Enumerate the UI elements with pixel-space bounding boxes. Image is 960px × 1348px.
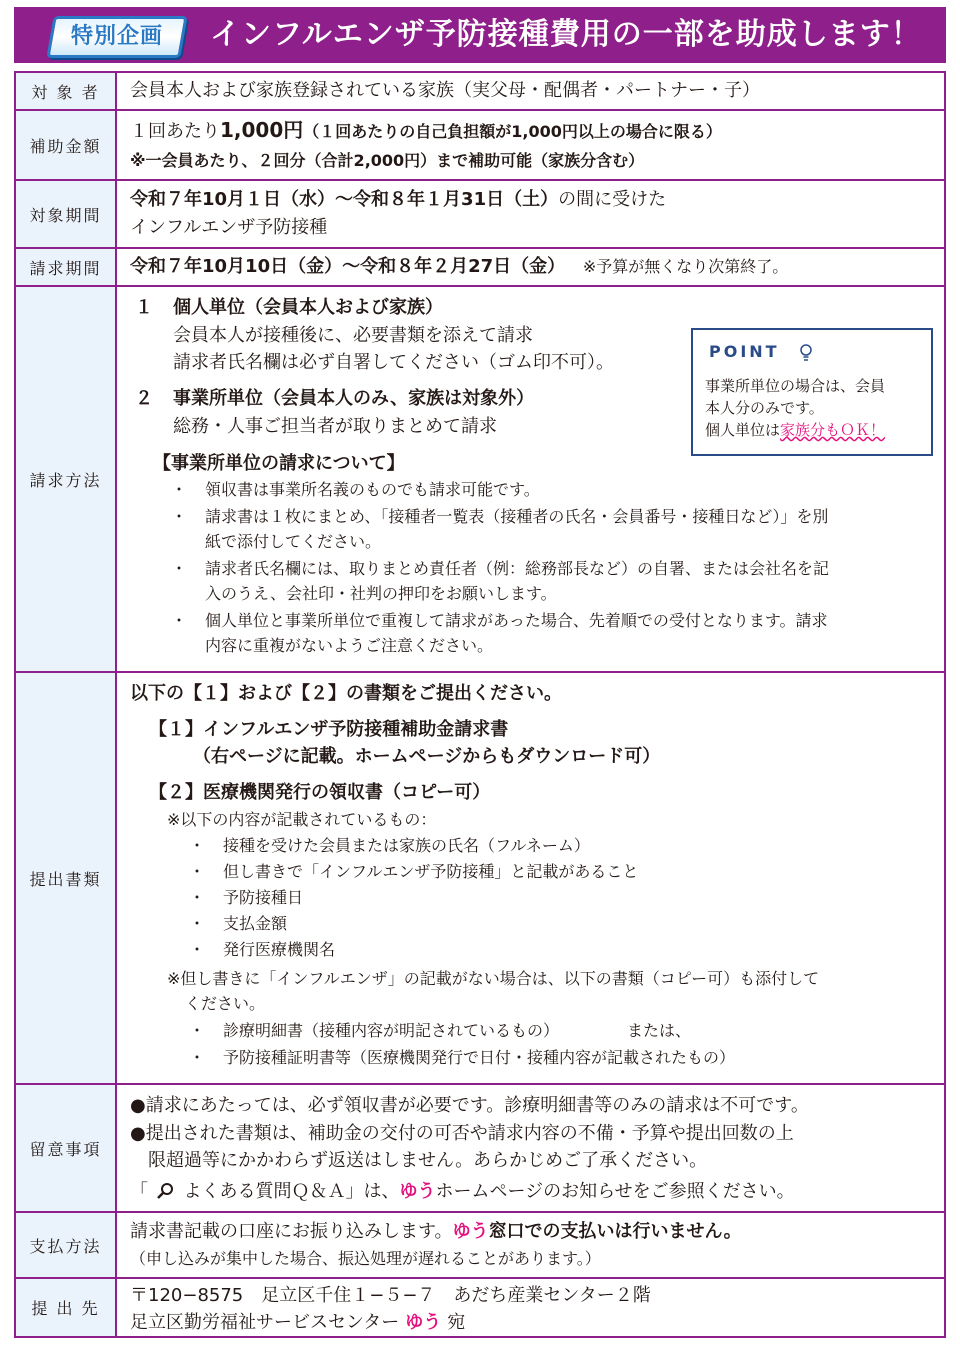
brand-yu: ゆう xyxy=(405,1312,442,1333)
label-payment: 支払方法 xyxy=(16,1213,117,1277)
header-banner xyxy=(14,7,946,63)
documents-intro: 以下の【１】および【２】の書類をご提出ください。 xyxy=(130,683,562,704)
documents-item2: 【２】医療機関発行の領収書（コピー可） xyxy=(149,782,491,803)
method-item1-line1: 会員本人が接種後に、必要書類を添えて請求 xyxy=(173,325,533,346)
method-item1-line2: 請求者氏名欄は必ず自署してください（ゴム印不可）。 xyxy=(173,352,614,373)
bullet: ・ xyxy=(171,507,188,526)
page-title: インフルエンザ予防接種費用の一部を助成します！ xyxy=(210,17,922,52)
documents-item1: 【１】インフルエンザ予防接種補助金請求書 xyxy=(149,719,509,740)
row-documents xyxy=(16,671,944,1083)
documents-alt-2: 予防接種証明書等（医療機関発行で日付・接種内容が記載されたもの） xyxy=(223,1048,736,1067)
label-period: 対象期間 xyxy=(16,181,117,247)
bullet: ・ xyxy=(189,940,206,959)
claim-period-note: ※予算が無くなり次第終了。 xyxy=(582,257,789,276)
notes-item-2-line1: ●提出された書類は、補助金の交付の可否や請求内容の不備・予算や提出回数の上 xyxy=(130,1123,794,1144)
documents-req-4: 支払金額 xyxy=(223,914,288,933)
payment-text: 請求書記載の口座にお振り込みします。 xyxy=(130,1221,453,1242)
label-destination: 提 出 先 xyxy=(16,1279,117,1336)
row-method xyxy=(16,285,944,671)
payment-line2: （申し込みが集中した場合、振込処理が遅れることがあります。） xyxy=(130,1249,601,1268)
documents-req-2: 但し書きで「インフルエンザ予防接種」と記載があること xyxy=(223,862,639,881)
documents-note2-line2: ください。 xyxy=(185,994,266,1013)
destination-suffix: 宛 xyxy=(447,1312,466,1333)
documents-note2-line1: ※但し書きに「インフルエンザ」の記載がない場合は、以下の書類（コピー可）も添付して xyxy=(167,969,820,988)
notes-item-1: ●請求にあたっては、必ず領収書が必要です。診療明細書等のみの請求は不可です。 xyxy=(130,1095,809,1116)
amount-line1 xyxy=(130,117,722,145)
notes-faq-line xyxy=(130,1179,795,1205)
method-bullet-2-line1: 請求書は１枚にまとめ、「接種者一覧表（接種者の氏名・会員番号・接種日など）」を別 xyxy=(205,507,829,526)
bullet: ・ xyxy=(189,1048,206,1067)
period-line2: インフルエンザ予防接種 xyxy=(130,217,328,238)
method-sub-title: 【事業所単位の請求について】 xyxy=(153,453,405,474)
notes-faq-open: 「 xyxy=(130,1181,148,1202)
period-dates: 令和７年10月１日（水）〜令和８年１月31日（土） xyxy=(130,189,559,210)
destination-text: 足立区勤労福祉サービスセンター xyxy=(130,1312,400,1333)
documents-req-5: 発行医療機関名 xyxy=(223,940,336,959)
bullet: ・ xyxy=(189,888,206,907)
documents-alt-or: または、 xyxy=(627,1021,692,1040)
documents-req-3: 予防接種日 xyxy=(223,888,304,907)
payment-bold: 窓口での支払いは行いません。 xyxy=(488,1221,742,1242)
method-bullet-4-line2: 内容に重複がないようご注意ください。 xyxy=(205,636,494,655)
point-line3-prefix: 個人単位は xyxy=(705,421,781,439)
point-line1: 事業所単位の場合は、会員 xyxy=(705,377,886,395)
point-line3-emph: 家族分もＯＫ！ xyxy=(780,421,886,439)
search-icon xyxy=(156,1182,174,1200)
method-item1-title: 個人単位（会員本人および家族） xyxy=(173,297,443,318)
period-rest: の間に受けた xyxy=(558,189,667,210)
documents-item1-sub: （右ページに記載。ホームページからもダウンロード可） xyxy=(193,746,661,767)
method-bullet-3-line2: 入のうえ、会社印・社判の押印をお願いします。 xyxy=(205,584,557,603)
special-badge-label: 特別企画 xyxy=(70,24,163,49)
row-claim-period xyxy=(16,247,944,285)
bullet: ・ xyxy=(189,914,206,933)
bullet: ・ xyxy=(189,1021,206,1040)
label-documents: 提出書類 xyxy=(16,673,117,1083)
row-payment xyxy=(16,1211,944,1277)
period-line1 xyxy=(130,187,666,213)
bullet: ・ xyxy=(171,559,188,578)
label-method: 請求方法 xyxy=(16,287,117,671)
notes-faq-text: よくある質問Ｑ＆Ａ」は、 xyxy=(183,1181,400,1202)
row-target xyxy=(16,73,944,109)
method-item2-title: 事業所単位（会員本人のみ、家族は対象外） xyxy=(173,388,535,409)
claim-period-line xyxy=(130,254,788,280)
brand-yu: ゆう xyxy=(399,1181,436,1202)
documents-item2-note: ※以下の内容が記載されているもの： xyxy=(167,810,437,829)
row-period xyxy=(16,179,944,247)
method-bullet-2-line2: 紙で添付してください。 xyxy=(205,532,382,551)
amount-value: 1,000円 xyxy=(220,118,304,142)
destination-line1: 〒120−8575 足立区千住１−５−７ あだち産業センター２階 xyxy=(130,1285,651,1306)
label-notes: 留意事項 xyxy=(16,1085,117,1211)
method-bullet-4-line1: 個人単位と事業所単位で重複して請求があった場合、先着順での受付となります。請求 xyxy=(205,611,828,630)
claim-period-dates: 令和７年10月10日（金）〜令和８年２月27日（金） xyxy=(130,256,566,277)
method-item2-num: ２ xyxy=(135,388,153,409)
point-line2: 本人分のみです。 xyxy=(705,399,824,417)
label-amount: 補助金額 xyxy=(16,111,117,179)
method-bullet-3-line1: 請求者氏名欄には、取りまとめ責任者（例：総務部長など）の自署、または会社名を記 xyxy=(205,559,830,578)
bullet: ・ xyxy=(189,862,206,881)
payment-line1 xyxy=(130,1219,742,1245)
notes-faq-rest: ホームページのお知らせをご参照ください。 xyxy=(435,1181,795,1202)
notes-item-2-line2: 限超過等にかかわらず返送はしません。あらかじめご了承ください。 xyxy=(148,1150,708,1171)
method-bullet-1: 領収書は事業所名義のものでも請求可能です。 xyxy=(205,480,540,499)
method-item1-num: １ xyxy=(135,297,153,318)
label-claim-period: 請求期間 xyxy=(16,249,117,285)
label-target: 対 象 者 xyxy=(16,73,117,109)
amount-prefix: １回あたり xyxy=(130,121,220,142)
row-destination xyxy=(16,1277,944,1336)
row-notes xyxy=(16,1083,944,1211)
bullet: ・ xyxy=(171,480,188,499)
target-text: 会員本人および家族登録されている家族（実父母・配偶者・パートナー・子） xyxy=(130,80,760,101)
bullet: ・ xyxy=(189,836,206,855)
point-title: POINT xyxy=(709,342,780,361)
brand-yu: ゆう xyxy=(452,1221,489,1242)
bullet: ・ xyxy=(171,611,188,630)
amount-line2: ※一会員あたり、２回分（合計2,000円）まで補助可能（家族分含む） xyxy=(130,151,645,170)
point-box xyxy=(691,328,933,456)
lightbulb-icon xyxy=(799,344,813,362)
point-line3 xyxy=(705,418,885,442)
documents-req-1: 接種を受けた会員または家族の氏名（フルネーム） xyxy=(223,836,590,855)
info-table xyxy=(14,71,946,1338)
amount-condition: （１回あたりの自己負担額が1,000円以上の場合に限る） xyxy=(303,122,722,141)
documents-alt-1: 診療明細書（接種内容が明記されているもの） xyxy=(223,1021,560,1040)
destination-line2 xyxy=(130,1310,465,1336)
row-amount xyxy=(16,109,944,179)
method-item2-line1: 総務・人事ご担当者が取りまとめて請求 xyxy=(173,416,497,437)
